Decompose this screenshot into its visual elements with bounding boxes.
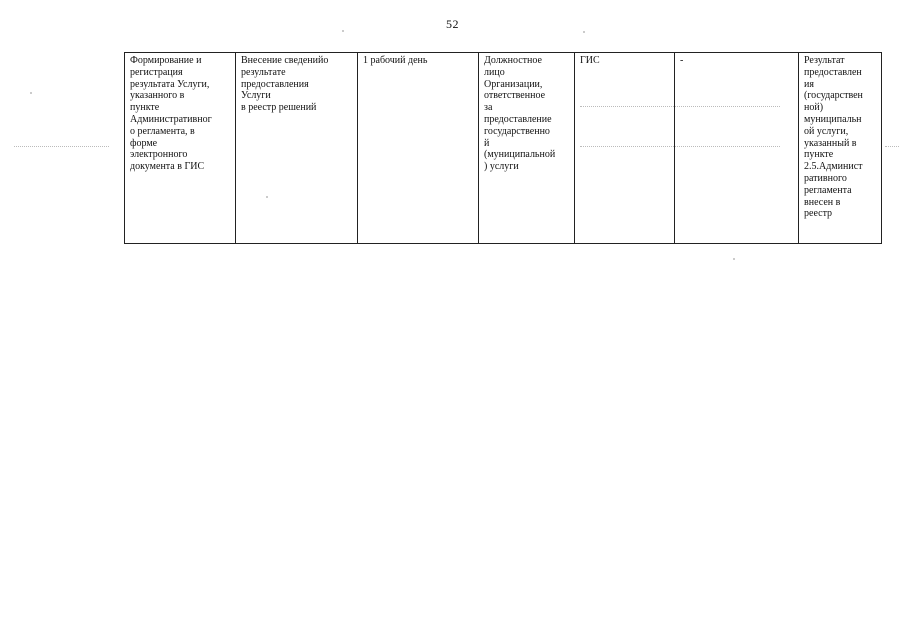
page-number: 52 <box>446 17 459 31</box>
scan-artifact <box>733 258 735 260</box>
scan-artifact <box>14 146 109 147</box>
action-description-cell: Внесение сведенийо результате предоставления Услуги в реестр решений <box>236 53 358 244</box>
responsible-official-cell: Должностное лицо Организации, ответственное за предоставление государственно й (муниципальной ) услуги <box>479 53 575 244</box>
scan-artifact <box>30 92 32 94</box>
criteria-cell: - <box>675 53 799 244</box>
result-cell: Результат предоставлен ия (государствен ной) муниципальн ой услуги, указанный в пункте 2.5.Админист ративного регламента внесен в реестр <box>799 53 882 244</box>
deadline-cell: 1 рабочий день <box>358 53 479 244</box>
procedure-step-cell: Формирование и регистрация результата Услуги, указанного в пункте Административног о регламента, в форме электронного документа в ГИС <box>125 53 236 244</box>
table-row <box>125 53 882 244</box>
scan-artifact <box>583 31 585 33</box>
scan-artifact <box>885 146 899 147</box>
scan-artifact <box>342 30 344 32</box>
system-cell: ГИС <box>575 53 675 244</box>
procedure-table <box>124 52 882 244</box>
